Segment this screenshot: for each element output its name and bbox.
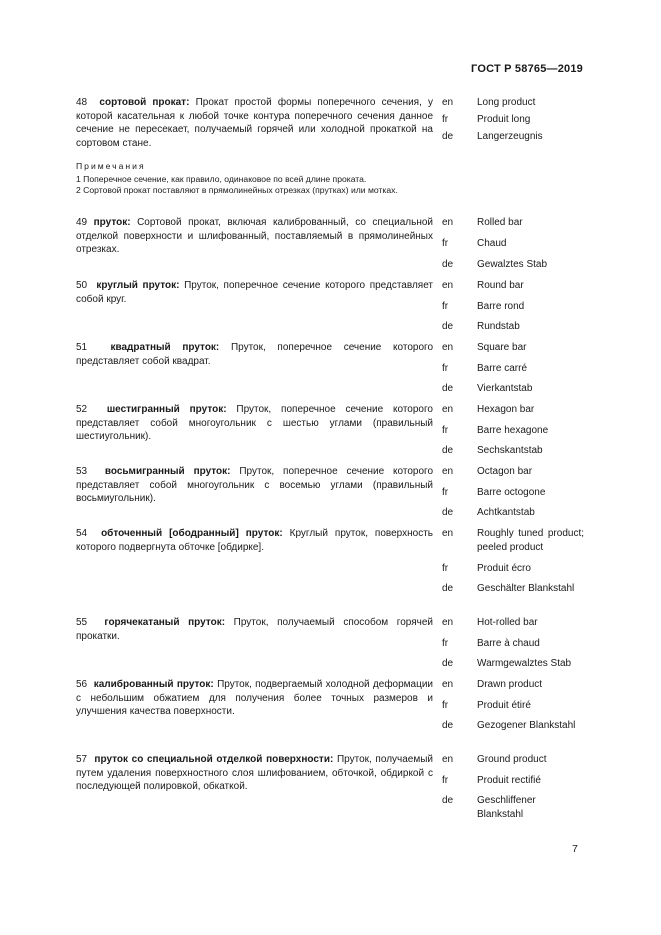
term-definition [76, 341, 433, 368]
term-definition [76, 96, 433, 150]
term-text: Пруток, получаемый путем удаления поверхностного слоя шлифованием, обточкой, обдиркой с последующей полировкой, обкаткой. [76, 754, 434, 792]
term-text: Круглый пруток, поверхность которого подвергнута обточке [обдирке]. [76, 528, 433, 553]
note-block [76, 161, 433, 197]
note-item: 1 Поперечное сечение, как правило, одинаковое по всей длине проката. [76, 173, 367, 184]
term-text: Пруток, получаемый способом горячей прокатки. [76, 617, 433, 642]
term-number: 50 [76, 280, 88, 291]
term-definition [76, 753, 433, 794]
term-name: обточенный [ободранный] пруток: [101, 528, 283, 539]
term-number: 53 [76, 466, 88, 477]
document-page: ГОСТ Р 58765—2019 48 сортовой прокат: Прокат простой формы поперечного сечения, у которой касательная к любой точке контура поперечного сечения данное сечение не пересекает, получаемый горячей или холодной прокаткой на сортовом стане. en Long product fr Produit long de Langerzeugnis Примечания 1 Поперечное сечение, как правило, одинаковое по всей длине проката. 2 Сортовой прокат поставляют в прямолинейных отрезках (прутках) или мотках. 49 пруток: Сортовой прокат, включая калиброванный, со специальной отделкой поверхности и шлифованный, поставляемый в прямолинейных отрезках. en Rolled bar fr Chaud de Gewalztes Stab 50 круглый пруток: Пруток, поперечное сечение которого представляет собой круг. en Round bar fr Barre rond de Rundstab 51 квадратный пруток: Пруток, поперечное сечение которого представляет собой квадрат. en Square bar fr Barre carré de Vierkantstab 52 шестигранный пруток: Пруток, поперечное сечение которого представляет собой многоугольник с шестью углами (правильный шестиугольник). en Hexagon bar fr Barre hexagone de Sechskantstab 53 восьмигранный пруток: Пруток, поперечное сечение которого представляет собой многоугольник с восемью углами (правильный восьмиугольник). en Octagon bar fr Barre octogone de Achtkantstab 54 обточенный [ободранный] пруток: Круглый пруток, поверхность которого подвергнута обточке [обдирке]. en Roughly tuned product; peeled product fr Produit écro de Geschälter Blankstahl 55 горячекатаный пруток: Пруток, получаемый способом горячей прокатки. en Hot-rolled bar fr Barre à chaud de Warmgewalztes Stab 56 калиброванный пруток: Пруток, подвергаемый холодной деформации с небольшим обжатием для получения более точных размеров и улучшения качества поверхности. en Drawn product fr Produit étiré de Gezogener Blankstahl 57 пруток со специальной отделкой поверхности: Пруток, получаемый путем удаления поверхностного слоя шлифованием, обточкой, обдиркой с последующей полировкой, обкаткой. en Ground product fr Produit rectifié de Geschliffener Blankstahl 7 [76, 63, 584, 855]
document-code: ГОСТ Р 58765—2019 [471, 63, 583, 75]
note-title: Примечания [76, 161, 146, 171]
term-name: квадратный пруток: [110, 342, 220, 353]
term-text: Пруток, поперечное сечение которого представляет собой многоугольник с восемью углами (правильный восьмиугольник). [76, 466, 434, 504]
term-number: 55 [76, 617, 88, 628]
term-text: Пруток, поперечное сечение которого представляет собой многоугольник с шестью углами (правильный шестиугольник). [76, 404, 433, 442]
term-name: восьмигранный пруток: [104, 466, 231, 477]
term-definition [76, 279, 433, 306]
note-item: 2 Сортовой прокат поставляют в прямолинейных отрезках (прутках) или мотках. [76, 185, 398, 196]
term-text: Сортовой прокат, включая калиброванный, со специальной отделкой поверхности и шлифованный, поставляемый в прямолинейных отрезках. [76, 217, 433, 255]
term-definition [76, 403, 433, 444]
term-number: 51 [76, 342, 88, 353]
term-definition [76, 216, 433, 257]
term-number: 57 [76, 754, 88, 765]
term-name: круглый пруток: [96, 280, 180, 291]
page-number: 7 [572, 843, 578, 855]
term-number: 52 [76, 404, 88, 415]
term-number: 48 [76, 97, 88, 108]
term-name: сортовой прокат: [99, 97, 190, 108]
term-definition [76, 527, 433, 554]
term-name: калиброванный пруток: [93, 679, 214, 690]
term-number: 49 [76, 217, 88, 228]
term-definition [76, 678, 433, 719]
term-definition [76, 616, 433, 643]
term-number: 54 [76, 528, 88, 539]
term-name: пруток со специальной отделкой поверхности: [94, 754, 334, 765]
term-text: Пруток, поперечное сечение которого представляет собой круг. [76, 280, 434, 305]
term-text: Пруток, поперечное сечение которого представляет собой квадрат. [76, 342, 434, 367]
term-name: шестигранный пруток: [106, 404, 227, 415]
term-name: горячекатаный пруток: [104, 617, 226, 628]
term-text: Пруток, подвергаемый холодной деформации с небольшим обжатием для получения более точных размеров и улучшения качества поверхности. [76, 679, 434, 717]
term-text: Прокат простой формы поперечного сечения, у которой касательная к любой точке контура поперечного сечения данное сечение не пересекает, получаемый горячей или холодной прокаткой на сортовом стане. [76, 97, 434, 149]
term-number: 56 [76, 679, 88, 690]
term-definition [76, 465, 433, 506]
term-name: пруток: [93, 217, 131, 228]
